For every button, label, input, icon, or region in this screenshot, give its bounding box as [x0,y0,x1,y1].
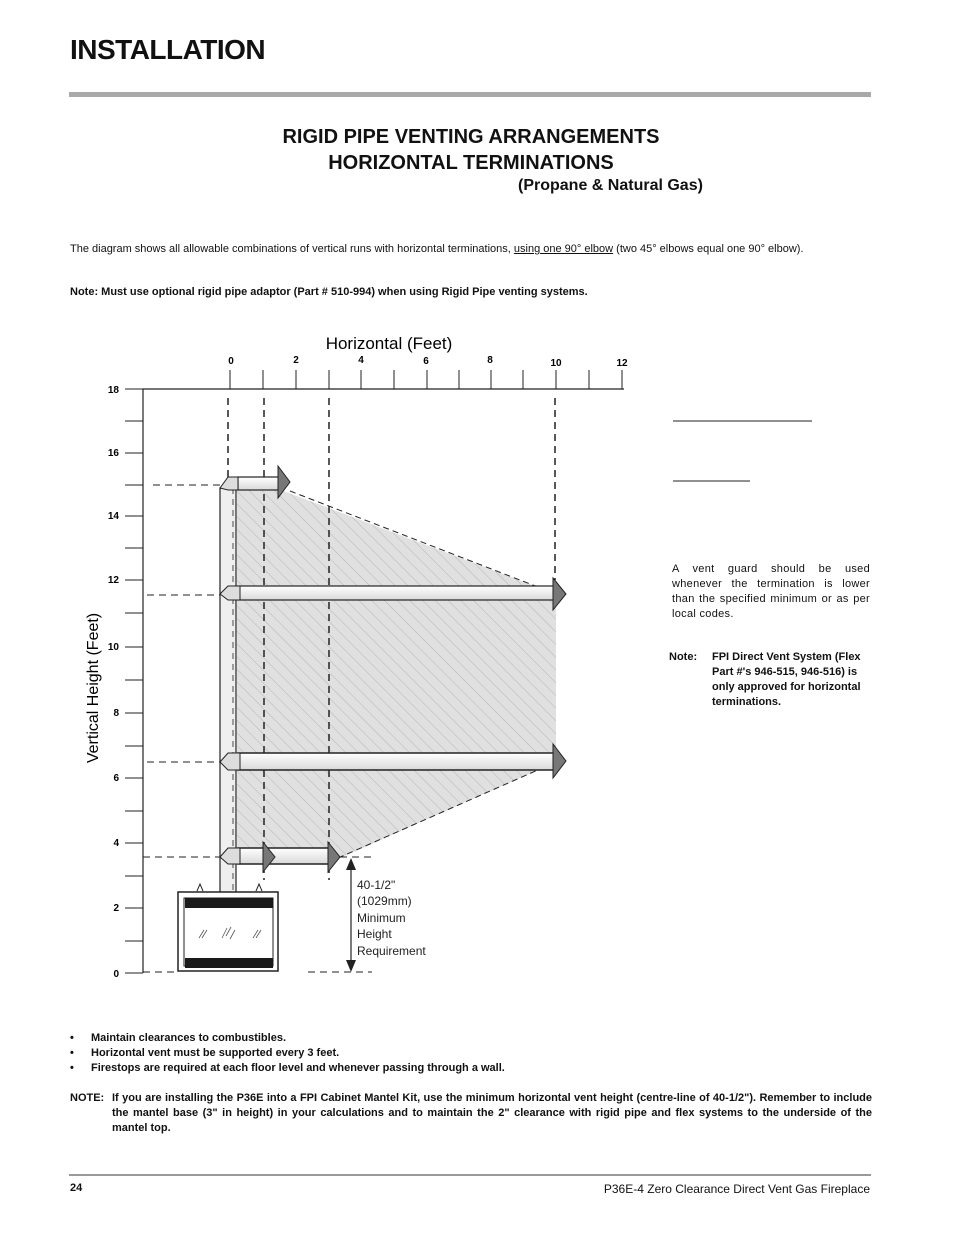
intro-text-1: The diagram shows all allowable combinations of vertical runs with horizontal terminations, [70,243,511,255]
x-axis-ticks [230,370,622,389]
note-text: FPI Direct Vent System (Flex Part #'s 946-515, 946-516) is only approved for horizontal terminations. [712,651,861,708]
page-title: INSTALLATION [70,34,266,65]
y-tick-label: 12 [107,575,119,586]
footer-rule [69,1174,871,1176]
x-tick-label: 2 [293,355,299,366]
min-height-label: 40-1/2" [357,878,396,892]
note-label: NOTE: [70,1092,105,1104]
x-tick-label: 12 [616,358,628,369]
y-tick-label: 6 [113,773,119,784]
x-tick-label: 6 [423,356,429,367]
intro-text-2: (two 45° elbows equal one 90° elbow). [616,243,804,255]
heading-horizontal-terminations: HORIZONTAL TERMINATIONS [328,152,614,174]
y-tick-label: 16 [107,448,119,459]
y-axis-title: Vertical Height (Feet) [85,612,102,764]
mantel-kit-note [70,1091,872,1136]
x-tick-label: 8 [487,355,493,366]
note-text: If you are installing the P36E into a FPI Cabinet Mantel Kit, use the minimum horizontal vent height (centre-line of 40-1/2"). Remember to include the mantel base (3" in height) in your calculations and to maintain the 2" clearance with rigid pipe and flex systems to the underside of the mantel top. [112,1092,872,1134]
page-number: 24 [70,1182,83,1194]
title-rule [69,92,871,97]
y-tick-label: 4 [113,838,119,849]
list-item: • Maintain clearances to combustibles. [70,1031,505,1046]
fireplace-unit [178,884,278,971]
vertical-pipe [220,488,236,893]
note-label: Note: [669,651,698,663]
bullet-list [70,1031,505,1076]
y-tick-label: 10 [107,642,119,653]
y-tick-label: 14 [107,511,119,522]
adaptor-note: Note: Must use optional rigid pipe adaptor (Part # 510-994) when using Rigid Pipe venting systems. [70,286,588,298]
intro-paragraph [70,241,872,257]
heading-rigid-pipe: RIGID PIPE VENTING ARRANGEMENTS [282,126,660,148]
min-height-arrow [346,858,356,972]
x-tick-label: 0 [228,356,234,367]
vent-guard-text: A vent guard should be used whenever the termination is lower than the specified minimum or as per local codes. [672,563,870,620]
min-height-label: (1029mm) [357,894,412,908]
x-tick-label: 4 [358,355,364,366]
intro-underlined: using one 90° elbow [513,243,614,255]
allowable-region [237,490,556,859]
list-item: • Horizontal vent must be supported every 3 feet. [70,1046,505,1061]
document-title: P36E-4 Zero Clearance Direct Vent Gas Fireplace [603,1182,870,1196]
min-height-label: Minimum [357,911,406,925]
list-item: • Firestops are required at each floor level and whenever passing through a wall. [70,1061,505,1076]
min-height-label: Height [357,927,392,941]
y-axis-ticks [125,389,143,973]
x-axis-title: Horizontal (Feet) [325,334,453,353]
heading-gas-types: (Propane & Natural Gas) [518,177,703,194]
y-tick-label: 18 [107,385,119,396]
x-tick-label: 10 [550,358,562,369]
min-height-label: Requirement [357,944,426,958]
y-tick-label: 0 [113,969,119,980]
y-tick-label: 2 [113,903,119,914]
y-tick-label: 8 [113,708,119,719]
